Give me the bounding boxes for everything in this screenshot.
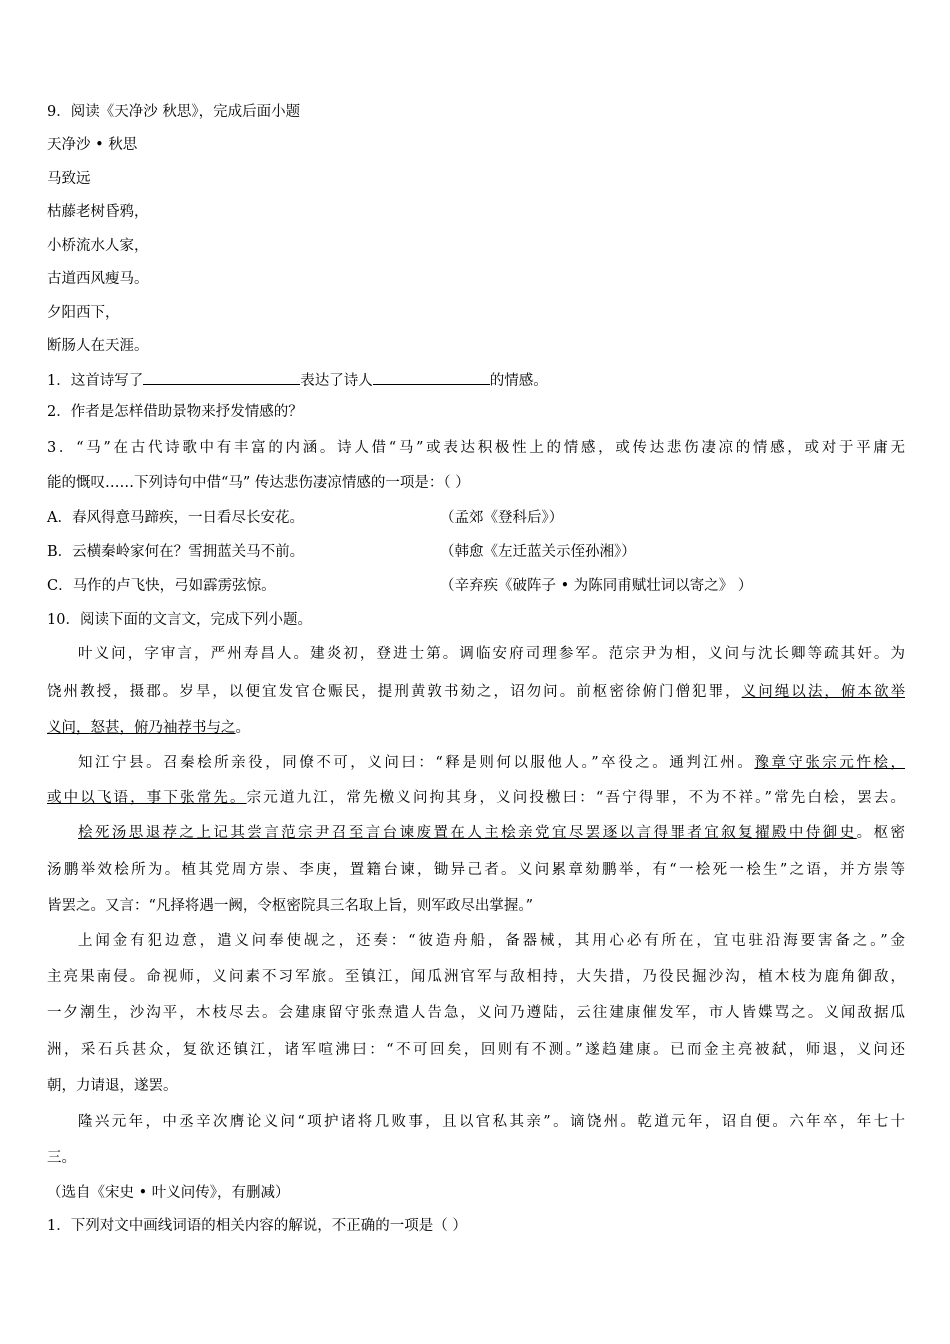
poem-title: 天净沙 • 秋思 <box>47 137 138 153</box>
poem-line: 断肠人在天涯。 <box>47 338 149 354</box>
passage-text: 饶州教授，摄郡。岁旱，以便宜发官仓赈民，提刑黄敦书劾之，诏勿问。前枢密徐俯门僧犯罪， <box>47 684 742 700</box>
option-source: （孟郊《登科后》） <box>440 510 564 526</box>
option-source: （韩愈《左迁蓝关示侄孙湘》） <box>440 544 636 560</box>
option-text: A．春风得意马蹄疾，一日看尽长安花。 <box>47 510 304 526</box>
passage-line <box>78 823 905 843</box>
q9-sub3-line2: 能的慨叹……下列诗句中借“马” 传达悲伤凄凉情感的一项是：（ ） <box>47 475 470 491</box>
passage-text: 。 <box>235 720 250 736</box>
option-text: C．马作的卢飞快，弓如霹雳弦惊。 <box>47 578 276 594</box>
q9-intro: 9．阅读《天净沙 秋思》，完成后面小题 <box>47 104 301 120</box>
poem-line: 枯藤老树昏鸦， <box>47 204 149 220</box>
passage-line <box>78 753 905 773</box>
passage-line: 叶义问，字审言，严州寿昌人。建炎初，登进士第。调临安府司理参军。范宗尹为相，义问与沈长卿等疏其奸。为 <box>78 646 905 662</box>
option-c[interactable] <box>47 576 907 596</box>
passage-line <box>47 718 250 738</box>
answer-blank[interactable] <box>143 369 300 385</box>
underlined-phrase: 豫章守张宗元忤桧， <box>754 755 905 771</box>
poem-line: 夕阳西下， <box>47 305 120 321</box>
passage-line: 三。 <box>47 1150 76 1166</box>
passage-text: 知江宁县。召秦桧所亲役，同僚不可，义问曰：“释是则何以服他人。”卒役之。通判江州。 <box>78 755 755 771</box>
passage-line: 朝，力请退，遂罢。 <box>47 1078 178 1094</box>
underlined-phrase: 义问绳以法，俯本欲举 <box>741 684 906 700</box>
passage-line: 一夕潮生，沙沟平，木枝尽去。会建康留守张焘遣人告急，义问乃遵陆，云往建康催发军，市人皆媟骂之。义闻敌据瓜 <box>47 1005 905 1021</box>
q10-sub1: 1．下列对文中画线词语的相关内容的解说，不正确的一项是（ ） <box>47 1218 467 1234</box>
option-source: （辛弃疾《破阵子 • 为陈同甫赋壮词以寄之》 ） <box>440 578 753 594</box>
q9-sub2: 2．作者是怎样借助景物来抒发情感的？ <box>47 404 303 420</box>
passage-text: 。枢密 <box>856 825 906 841</box>
poem-author: 马致远 <box>47 171 91 187</box>
option-b[interactable] <box>47 542 907 562</box>
q10-intro: 10．阅读下面的文言文，完成下列小题。 <box>47 612 312 628</box>
passage-text: 宗元道九江，常先檄义问拘其身，义问投檄曰：“吾宁得罪，不为不祥。”常先白桧，罢去。 <box>246 790 906 806</box>
passage-line: 主亮果南侵。命视师，义问素不习军旅。至镇江，闻瓜洲官军与敌相持，大失措，乃役民掘沙沟，植木枝为鹿角御敌， <box>47 969 905 985</box>
passage-line <box>47 682 905 702</box>
answer-blank[interactable] <box>373 369 490 385</box>
q9-sub1-part-c: 的情感。 <box>489 373 548 389</box>
poem-line: 小桥流水人家， <box>47 238 149 254</box>
q9-sub1 <box>47 369 548 391</box>
passage-line: 上闻金有犯边意，遣义问奉使觇之，还奏：“彼造舟船，备器械，其用心必有所在，宜屯驻沿海要害备之。”金 <box>78 933 905 949</box>
underlined-phrase: 义问，怒甚，俯乃袖荐书与之 <box>47 720 236 736</box>
q9-sub3-line1: 3．“马”在古代诗歌中有丰富的内涵。诗人借“马”或表达积极性上的情感，或传达悲伤凄凉的情感，或对于平庸无 <box>47 440 905 456</box>
passage-line: 隆兴元年，中丞辛次膺论义问“项护诸将几败事，且以官私其亲”。谪饶州。乾道元年，诏自便。六年卒，年七十 <box>78 1114 905 1130</box>
passage-line: 皆罢之。又言：“凡择将遇一阙，令枢密院具三名取上旨，则军政尽出掌握。” <box>47 898 534 914</box>
option-text: B．云横秦岭家何在？雪拥蓝关马不前。 <box>47 544 305 560</box>
passage-line <box>47 788 905 808</box>
poem-line: 古道西风瘦马。 <box>47 271 149 287</box>
q9-sub1-part-b: 表达了诗人 <box>300 373 373 389</box>
q9-sub1-part-a: 1．这首诗写了 <box>47 373 144 389</box>
underlined-phrase: 或中以飞语，事下张常先。 <box>47 790 247 806</box>
passage-source: （选自《宋史 • 叶义问传》，有删减） <box>47 1185 290 1201</box>
passage-line: 洲，采石兵甚众，复欲还镇江，诸军喧沸曰：“不可回矣，回则有不测。”遂趋建康。已而金主亮被弑，师退，义问还 <box>47 1042 905 1058</box>
option-a[interactable] <box>47 508 907 528</box>
passage-line: 汤鹏举效桧所为。植其党周方崇、李庚，置籍台谏，锄异己者。义问累章劾鹏举，有“一桧死一桧生”之语，并方崇等 <box>47 862 905 878</box>
unpunctuated-sentence: 桧死汤思退荐之上记其尝言范宗尹召至言台谏废置在人主桧亲党宜尽罢逐以言得罪者宜叙复擢殿中侍御史 <box>78 825 857 841</box>
